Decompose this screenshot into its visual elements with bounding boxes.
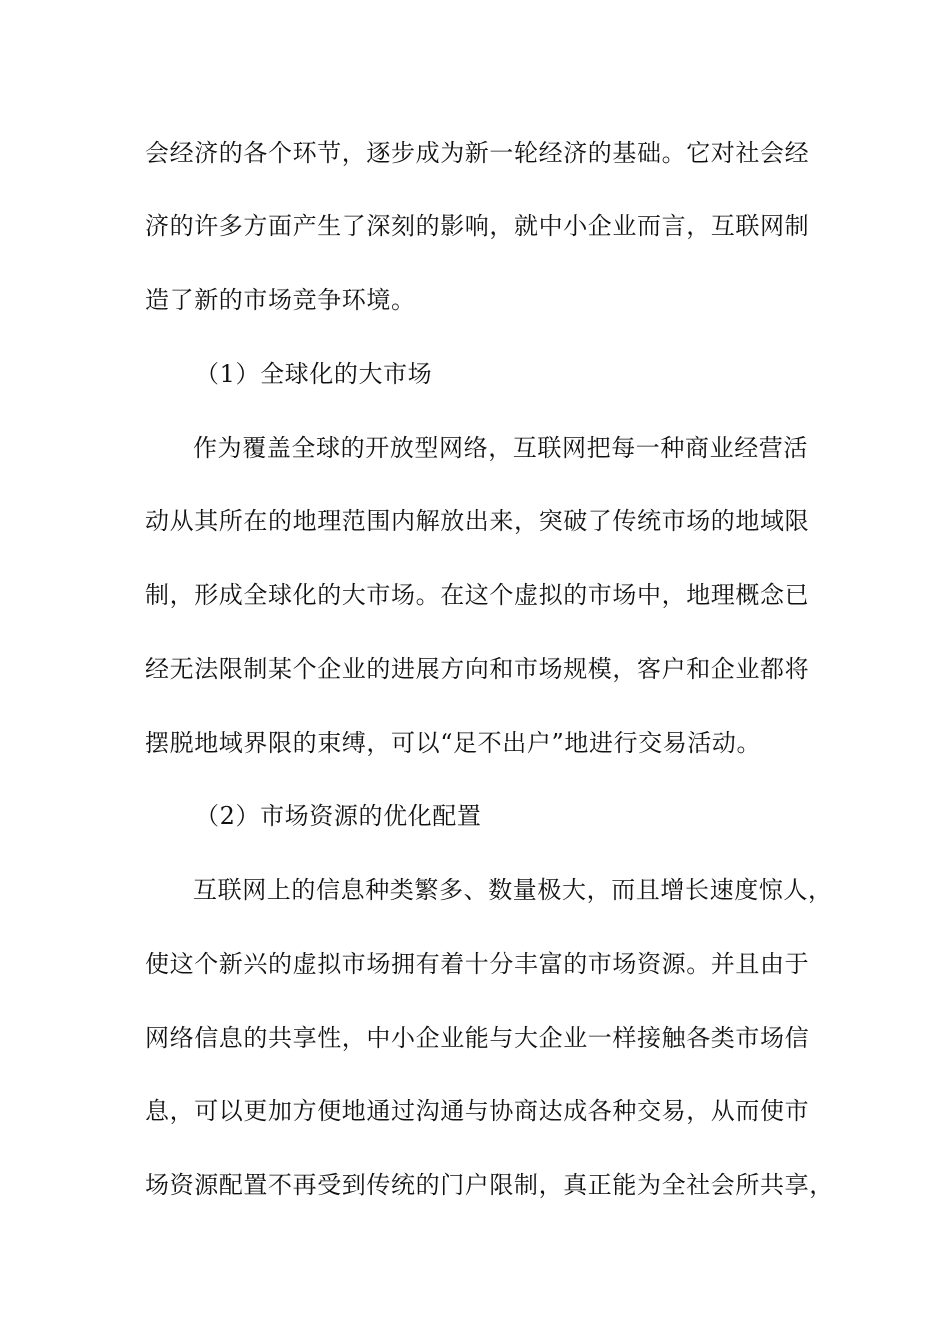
body-text-line: 息，可以更加方便地通过沟通与协商达成各种交易，从而使市 bbox=[145, 1097, 810, 1125]
body-text-line: 摆脱地域界限的束缚，可以“足不出户”地进行交易活动。 bbox=[145, 729, 762, 757]
section-heading: （1）全球化的大市场 bbox=[195, 360, 433, 388]
body-text-line: 作为覆盖全球的开放型网络，互联网把每一种商业经营活 bbox=[193, 434, 808, 462]
body-text-line: 网络信息的共享性，中小企业能与大企业一样接触各类市场信 bbox=[145, 1024, 810, 1052]
body-text-line: 互联网上的信息种类繁多、数量极大，而且增长速度惊人， bbox=[193, 876, 833, 904]
body-text-line: 制，形成全球化的大市场。在这个虚拟的市场中，地理概念已 bbox=[145, 581, 810, 609]
section-heading: （2）市场资源的优化配置 bbox=[195, 802, 482, 830]
body-text-line: 使这个新兴的虚拟市场拥有着十分丰富的市场资源。并且由于 bbox=[145, 950, 810, 978]
body-text-line: 会经济的各个环节，逐步成为新一轮经济的基础。它对社会经 bbox=[145, 139, 810, 167]
body-text-line: 场资源配置不再受到传统的门户限制，真正能为全社会所共享， bbox=[145, 1171, 834, 1199]
body-text-line: 济的许多方面产生了深刻的影响，就中小企业而言，互联网制 bbox=[145, 212, 810, 240]
body-text-line: 动从其所在的地理范围内解放出来，突破了传统市场的地域限 bbox=[145, 507, 810, 535]
body-text-line: 经无法限制某个企业的进展方向和市场规模，客户和企业都将 bbox=[145, 655, 810, 683]
body-text-line: 造了新的市场竞争环境。 bbox=[145, 286, 416, 314]
